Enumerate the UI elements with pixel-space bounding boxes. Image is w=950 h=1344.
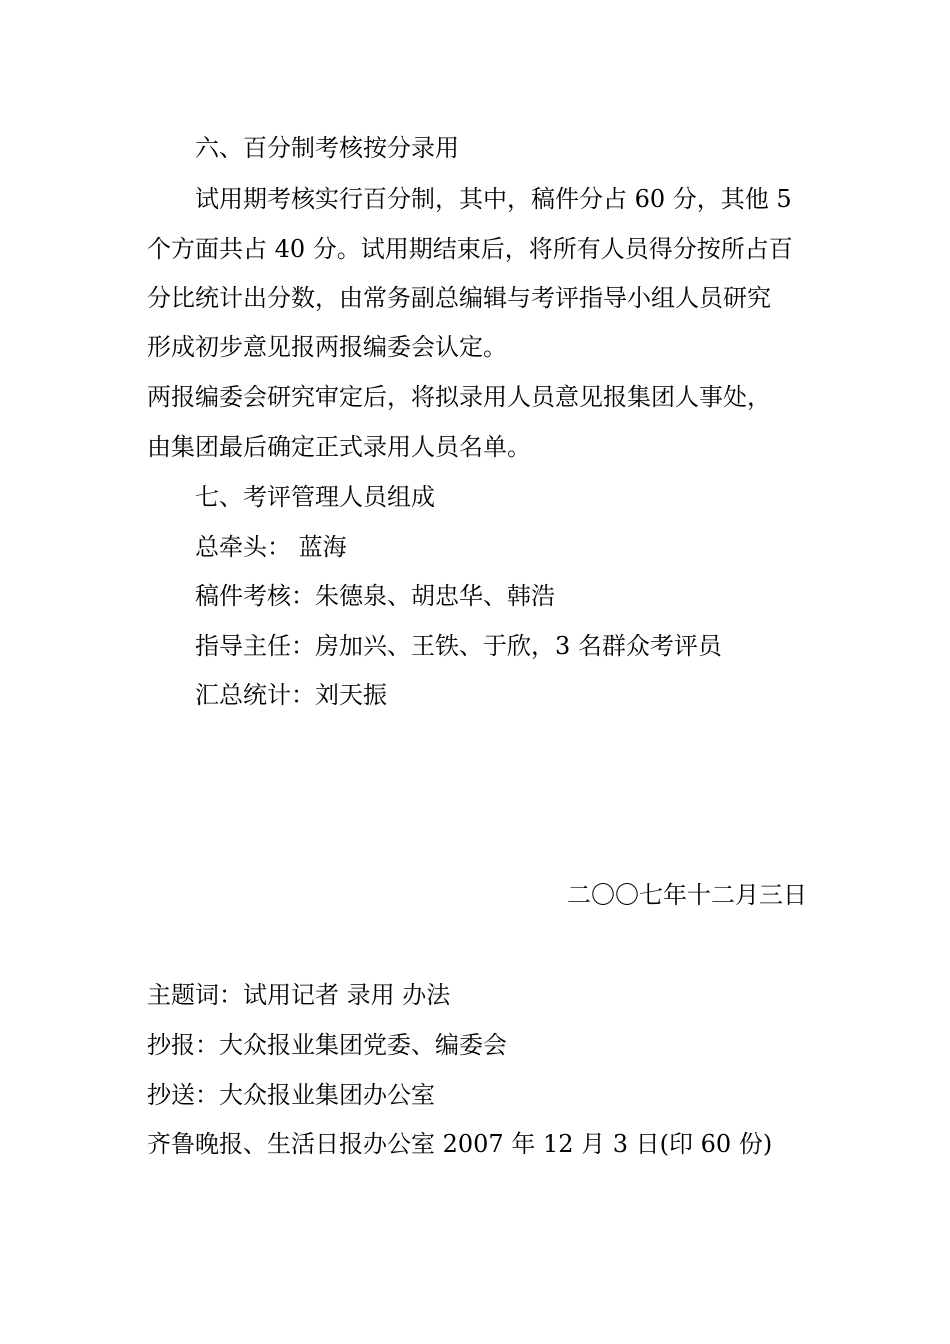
staff-item: 指导主任：房加兴、王铁、于欣，3 名群众考评员	[195, 632, 722, 660]
paragraph-line: 形成初步意见报两报编委会认定。	[147, 333, 507, 361]
keywords-line: 主题词：试用记者 录用 办法	[147, 981, 451, 1009]
paragraph-line: 个方面共占 40 分。试用期结束后，将所有人员得分按所占百	[147, 235, 793, 263]
section6-heading: 六、百分制考核按分录用	[195, 134, 459, 162]
cc-send-line: 抄送：大众报业集团办公室	[147, 1081, 435, 1109]
paragraph-line: 由集团最后确定正式录用人员名单。	[147, 433, 531, 461]
paragraph-line: 两报编委会研究审定后，将拟录用人员意见报集团人事处，	[147, 383, 771, 411]
section7-heading: 七、考评管理人员组成	[195, 483, 435, 511]
staff-item: 稿件考核：朱德泉、胡忠华、韩浩	[195, 582, 555, 610]
paragraph-line: 分比统计出分数，由常务副总编辑与考评指导小组人员研究	[147, 284, 771, 312]
issuer-line: 齐鲁晚报、生活日报办公室 2007 年 12 月 3 日(印 60 份)	[147, 1130, 773, 1158]
document-date: 二〇〇七年十二月三日	[567, 881, 807, 909]
paragraph-line: 试用期考核实行百分制，其中，稿件分占 60 分，其他 5	[195, 185, 792, 213]
staff-item: 汇总统计：刘天振	[195, 681, 387, 709]
cc-report-line: 抄报：大众报业集团党委、编委会	[147, 1031, 507, 1059]
staff-item: 总牵头： 蓝海	[195, 533, 347, 561]
